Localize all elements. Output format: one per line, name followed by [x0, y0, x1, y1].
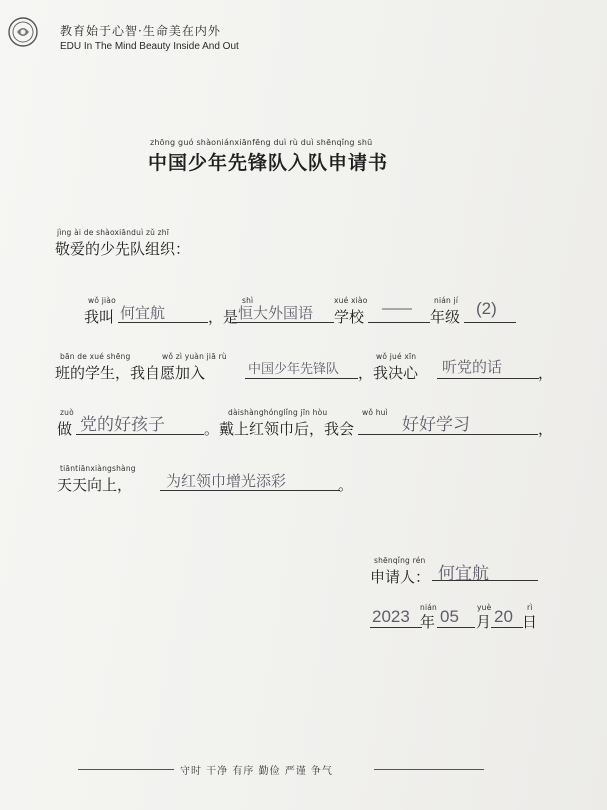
- label-ri: 日: [522, 613, 538, 631]
- handwritten-month: 05: [440, 607, 459, 626]
- handwritten-org: 中国少年先锋队: [248, 361, 340, 376]
- footer-rule-right: [374, 769, 484, 770]
- footer-rule-left: [78, 769, 174, 770]
- pinyin-nian: nián: [420, 603, 437, 612]
- brand-slogan-en: EDU In The Mind Beauty Inside And Out: [60, 41, 239, 52]
- salutation-pinyin: jìng ài de shàoxiānduì zǔ zhī: [57, 228, 170, 237]
- page-title: 中国少年先锋队入队申请书: [148, 152, 389, 174]
- comma: ，: [538, 364, 554, 382]
- title-pinyin: zhōng guó shàoniánxiānfēng duì rù duì shēnqǐng shū: [150, 138, 373, 147]
- label-shenqingren: 申请人：: [370, 568, 431, 586]
- handwritten-day: 20: [494, 607, 513, 626]
- handwritten-grade: ——: [382, 300, 412, 317]
- grade-blank: [368, 322, 430, 323]
- pinyin-juexin: wǒ jué xīn: [376, 352, 417, 361]
- pinyin-tiantian: tiāntiānxiàngshàng: [60, 464, 136, 473]
- period: 。: [338, 476, 354, 494]
- handwritten-signature: 何宜航: [438, 564, 489, 583]
- handwritten-goal: 党的好孩子: [80, 415, 165, 434]
- pinyin-shenqingren: shēnqǐng rén: [374, 556, 426, 565]
- pinyin-nianji: nián jí: [434, 296, 459, 305]
- pinyin-wojiao: wǒ jiào: [88, 296, 116, 305]
- logo-icon: [8, 17, 38, 47]
- label-daishang: 。戴上红领巾后，我会: [204, 420, 355, 438]
- label-nianji: 年级: [430, 308, 461, 326]
- pinyin-yue: yuè: [477, 603, 492, 612]
- handwritten-promise: 好好学习: [402, 415, 470, 434]
- label-juexin: ，我决心: [358, 364, 419, 382]
- handwritten-school: 恒大外国语: [238, 305, 314, 322]
- handwritten-name: 何宜航: [120, 305, 166, 322]
- org-blank: [245, 378, 358, 379]
- label-shi: ，是: [208, 308, 239, 326]
- pledge-blank: [437, 378, 539, 379]
- pinyin-ban: bān de xué shēng: [60, 352, 131, 361]
- label-zuo: 做: [57, 420, 73, 438]
- label-nian: 年: [420, 613, 436, 631]
- comma-2: ，: [538, 420, 554, 438]
- pinyin-daishang: dàishànghónglǐng jīn hòu: [228, 408, 328, 417]
- handwritten-pledge: 听党的话: [442, 359, 503, 376]
- pinyin-shi: shì: [242, 296, 254, 305]
- handwritten-class: (2): [476, 299, 497, 318]
- day-blank: [491, 627, 523, 628]
- footer-motto: 守时 干净 有序 勤俭 严谨 争气: [180, 766, 333, 777]
- pinyin-xuexiao: xué xiào: [334, 296, 368, 305]
- salutation: 敬爱的少先队组织：: [55, 240, 191, 258]
- pinyin-ri: rì: [527, 603, 533, 612]
- year-blank: [370, 627, 422, 628]
- handwritten-goal-2: 为红领巾增光添彩: [166, 473, 287, 490]
- label-yue: 月: [476, 613, 492, 631]
- label-wojiao: 我叫: [84, 308, 115, 326]
- label-xuexiao: 学校: [334, 308, 365, 326]
- pinyin-ziyuan: wǒ zì yuàn jiā rù: [162, 352, 227, 361]
- class-blank: [464, 322, 516, 323]
- brand-slogan-cn: 教育始于心智·生命美在内外: [60, 24, 221, 38]
- handwritten-year: 2023: [372, 607, 410, 626]
- pinyin-zuo: zuò: [60, 408, 74, 417]
- month-blank: [437, 627, 475, 628]
- label-ban: 班的学生，我自愿加入: [55, 364, 206, 382]
- pinyin-wohui: wǒ huì: [362, 408, 388, 417]
- label-tiantian: 天天向上，: [57, 476, 133, 494]
